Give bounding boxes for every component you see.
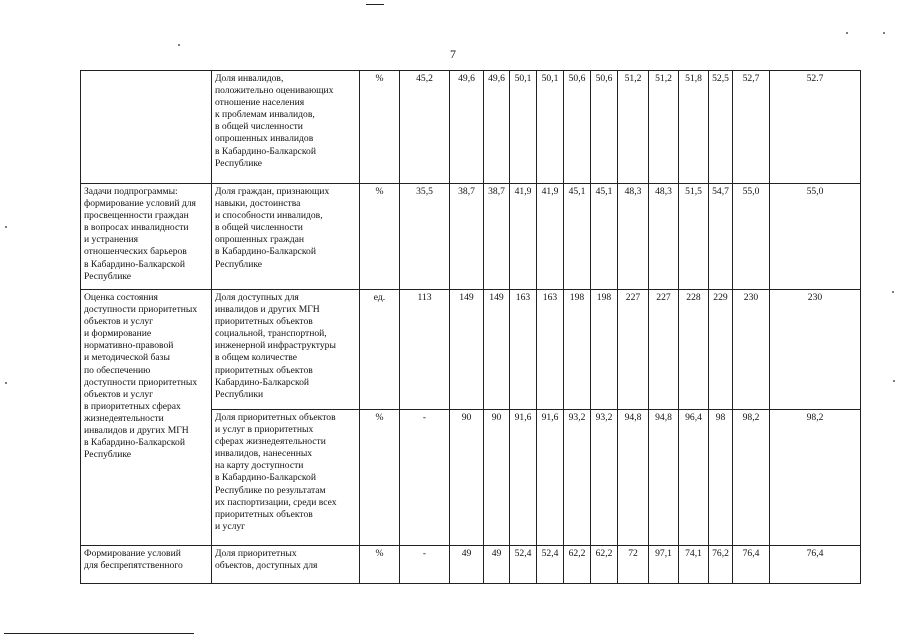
value-cell: 76,2 [709, 546, 733, 584]
bottom-scan-line [4, 633, 194, 634]
value-cell: 198 [564, 290, 591, 410]
value-cell: 198 [591, 290, 618, 410]
table-row [81, 184, 861, 290]
value-cell: 227 [618, 290, 649, 410]
unit-cell: % [360, 546, 400, 584]
value-cell: 45,1 [591, 184, 618, 290]
value-cell: 62,2 [591, 546, 618, 584]
top-scan-mark [366, 4, 384, 5]
value-cell: 113 [400, 290, 450, 410]
value-cell: 54,7 [709, 184, 733, 290]
unit-cell: % [360, 184, 400, 290]
indicator-cell: Доля граждан, признающих навыки, достоинства и способности инвалидов, в общей численности опрошенных граждан в Кабардино-Балкарской Республике [212, 184, 360, 290]
value-cell: 227 [649, 290, 679, 410]
indicator-cell: Доля приоритетных объектов и услуг в приоритетных сферах жизнедеятельности инвалидов, нанесенных на карту доступности в Кабардино-Балкарской Республике по результатам их паспортизации, среди всех приоритетных объектов и услуг [212, 410, 360, 546]
indicators-table [80, 70, 861, 584]
value-cell: 52,5 [709, 71, 733, 184]
value-cell: 49 [484, 546, 510, 584]
value-cell: 94,8 [649, 410, 679, 546]
table-row [81, 290, 861, 410]
value-cell: 48,3 [649, 184, 679, 290]
value-cell: 230 [770, 290, 861, 410]
value-cell: 90 [484, 410, 510, 546]
scan-speck [5, 226, 7, 228]
value-cell: 149 [450, 290, 484, 410]
value-cell: 93,2 [564, 410, 591, 546]
value-cell: 41,9 [510, 184, 537, 290]
value-cell: 98,2 [733, 410, 770, 546]
value-cell: 163 [510, 290, 537, 410]
value-cell: 55,0 [733, 184, 770, 290]
value-cell: 98,2 [770, 410, 861, 546]
task-cell [81, 71, 212, 184]
value-cell: 51,5 [679, 184, 709, 290]
value-cell: 98 [709, 410, 733, 546]
table-row [81, 546, 861, 584]
scan-speck [883, 32, 885, 34]
task-cell: Оценка состояния доступности приоритетных объектов и услуг и формирование нормативно-правовой и методической базы по обеспечению доступности приоритетных объектов и услуг в приоритетных сферах жизнедеятельности инвалидов и других МГН в Кабардино-Балкарской Республике [81, 290, 212, 546]
value-cell: 94,8 [618, 410, 649, 546]
value-cell: 74,1 [679, 546, 709, 584]
value-cell: 52,4 [537, 546, 564, 584]
page-number: 7 [450, 47, 456, 61]
value-cell: 96,4 [679, 410, 709, 546]
value-cell: 45,1 [564, 184, 591, 290]
indicator-cell: Доля доступных для инвалидов и других МГН приоритетных объектов социальной, транспортной, инженерной инфраструктуры в общем количестве приоритетных объектов Кабардино-Балкарской Республики [212, 290, 360, 410]
value-cell: 50,6 [591, 71, 618, 184]
value-cell: 51,2 [649, 71, 679, 184]
unit-cell: % [360, 71, 400, 184]
scan-speck [5, 382, 7, 384]
value-cell: 48,3 [618, 184, 649, 290]
indicator-cell: Доля приоритетных объектов, доступных для [212, 546, 360, 584]
value-cell: - [400, 410, 450, 546]
value-cell: 35,5 [400, 184, 450, 290]
value-cell: 90 [450, 410, 484, 546]
value-cell: 38,7 [484, 184, 510, 290]
value-cell: 51,8 [679, 71, 709, 184]
value-cell: 93,2 [591, 410, 618, 546]
value-cell: 38,7 [450, 184, 484, 290]
table-row [81, 71, 861, 184]
value-cell: 72 [618, 546, 649, 584]
scan-speck [846, 32, 848, 34]
task-cell: Задачи подпрограммы: формирование условий для просвещенности граждан в вопросах инвалидности и устранения отношенческих барьеров в Кабардино-Балкарской Республике [81, 184, 212, 290]
value-cell: 97,1 [649, 546, 679, 584]
unit-cell: ед. [360, 290, 400, 410]
value-cell: 228 [679, 290, 709, 410]
value-cell: 49,6 [484, 71, 510, 184]
value-cell: 76,4 [733, 546, 770, 584]
value-cell: 62,2 [564, 546, 591, 584]
scan-speck [893, 380, 895, 382]
value-cell: 76,4 [770, 546, 861, 584]
scan-speck [178, 44, 180, 46]
value-cell: 49 [450, 546, 484, 584]
value-cell: - [400, 546, 450, 584]
value-cell: 52,4 [510, 546, 537, 584]
value-cell: 52,7 [733, 71, 770, 184]
value-cell: 49,6 [450, 71, 484, 184]
value-cell: 51,2 [618, 71, 649, 184]
value-cell: 50,6 [564, 71, 591, 184]
value-cell: 149 [484, 290, 510, 410]
value-cell: 50,1 [510, 71, 537, 184]
value-cell: 230 [733, 290, 770, 410]
value-cell: 163 [537, 290, 564, 410]
scan-speck [892, 291, 894, 293]
value-cell: 229 [709, 290, 733, 410]
value-cell: 55,0 [770, 184, 861, 290]
task-cell: Формирование условий для беспрепятственного [81, 546, 212, 584]
indicator-cell: Доля инвалидов, положительно оценивающих отношение населения к проблемам инвалидов, в общей численности опрошенных инвалидов в Кабардино-Балкарской Республике [212, 71, 360, 184]
value-cell: 91,6 [537, 410, 564, 546]
unit-cell: % [360, 410, 400, 546]
value-cell: 91,6 [510, 410, 537, 546]
value-cell: 50,1 [537, 71, 564, 184]
value-cell: 45,2 [400, 71, 450, 184]
value-cell: 41,9 [537, 184, 564, 290]
value-cell: 52.7 [770, 71, 861, 184]
